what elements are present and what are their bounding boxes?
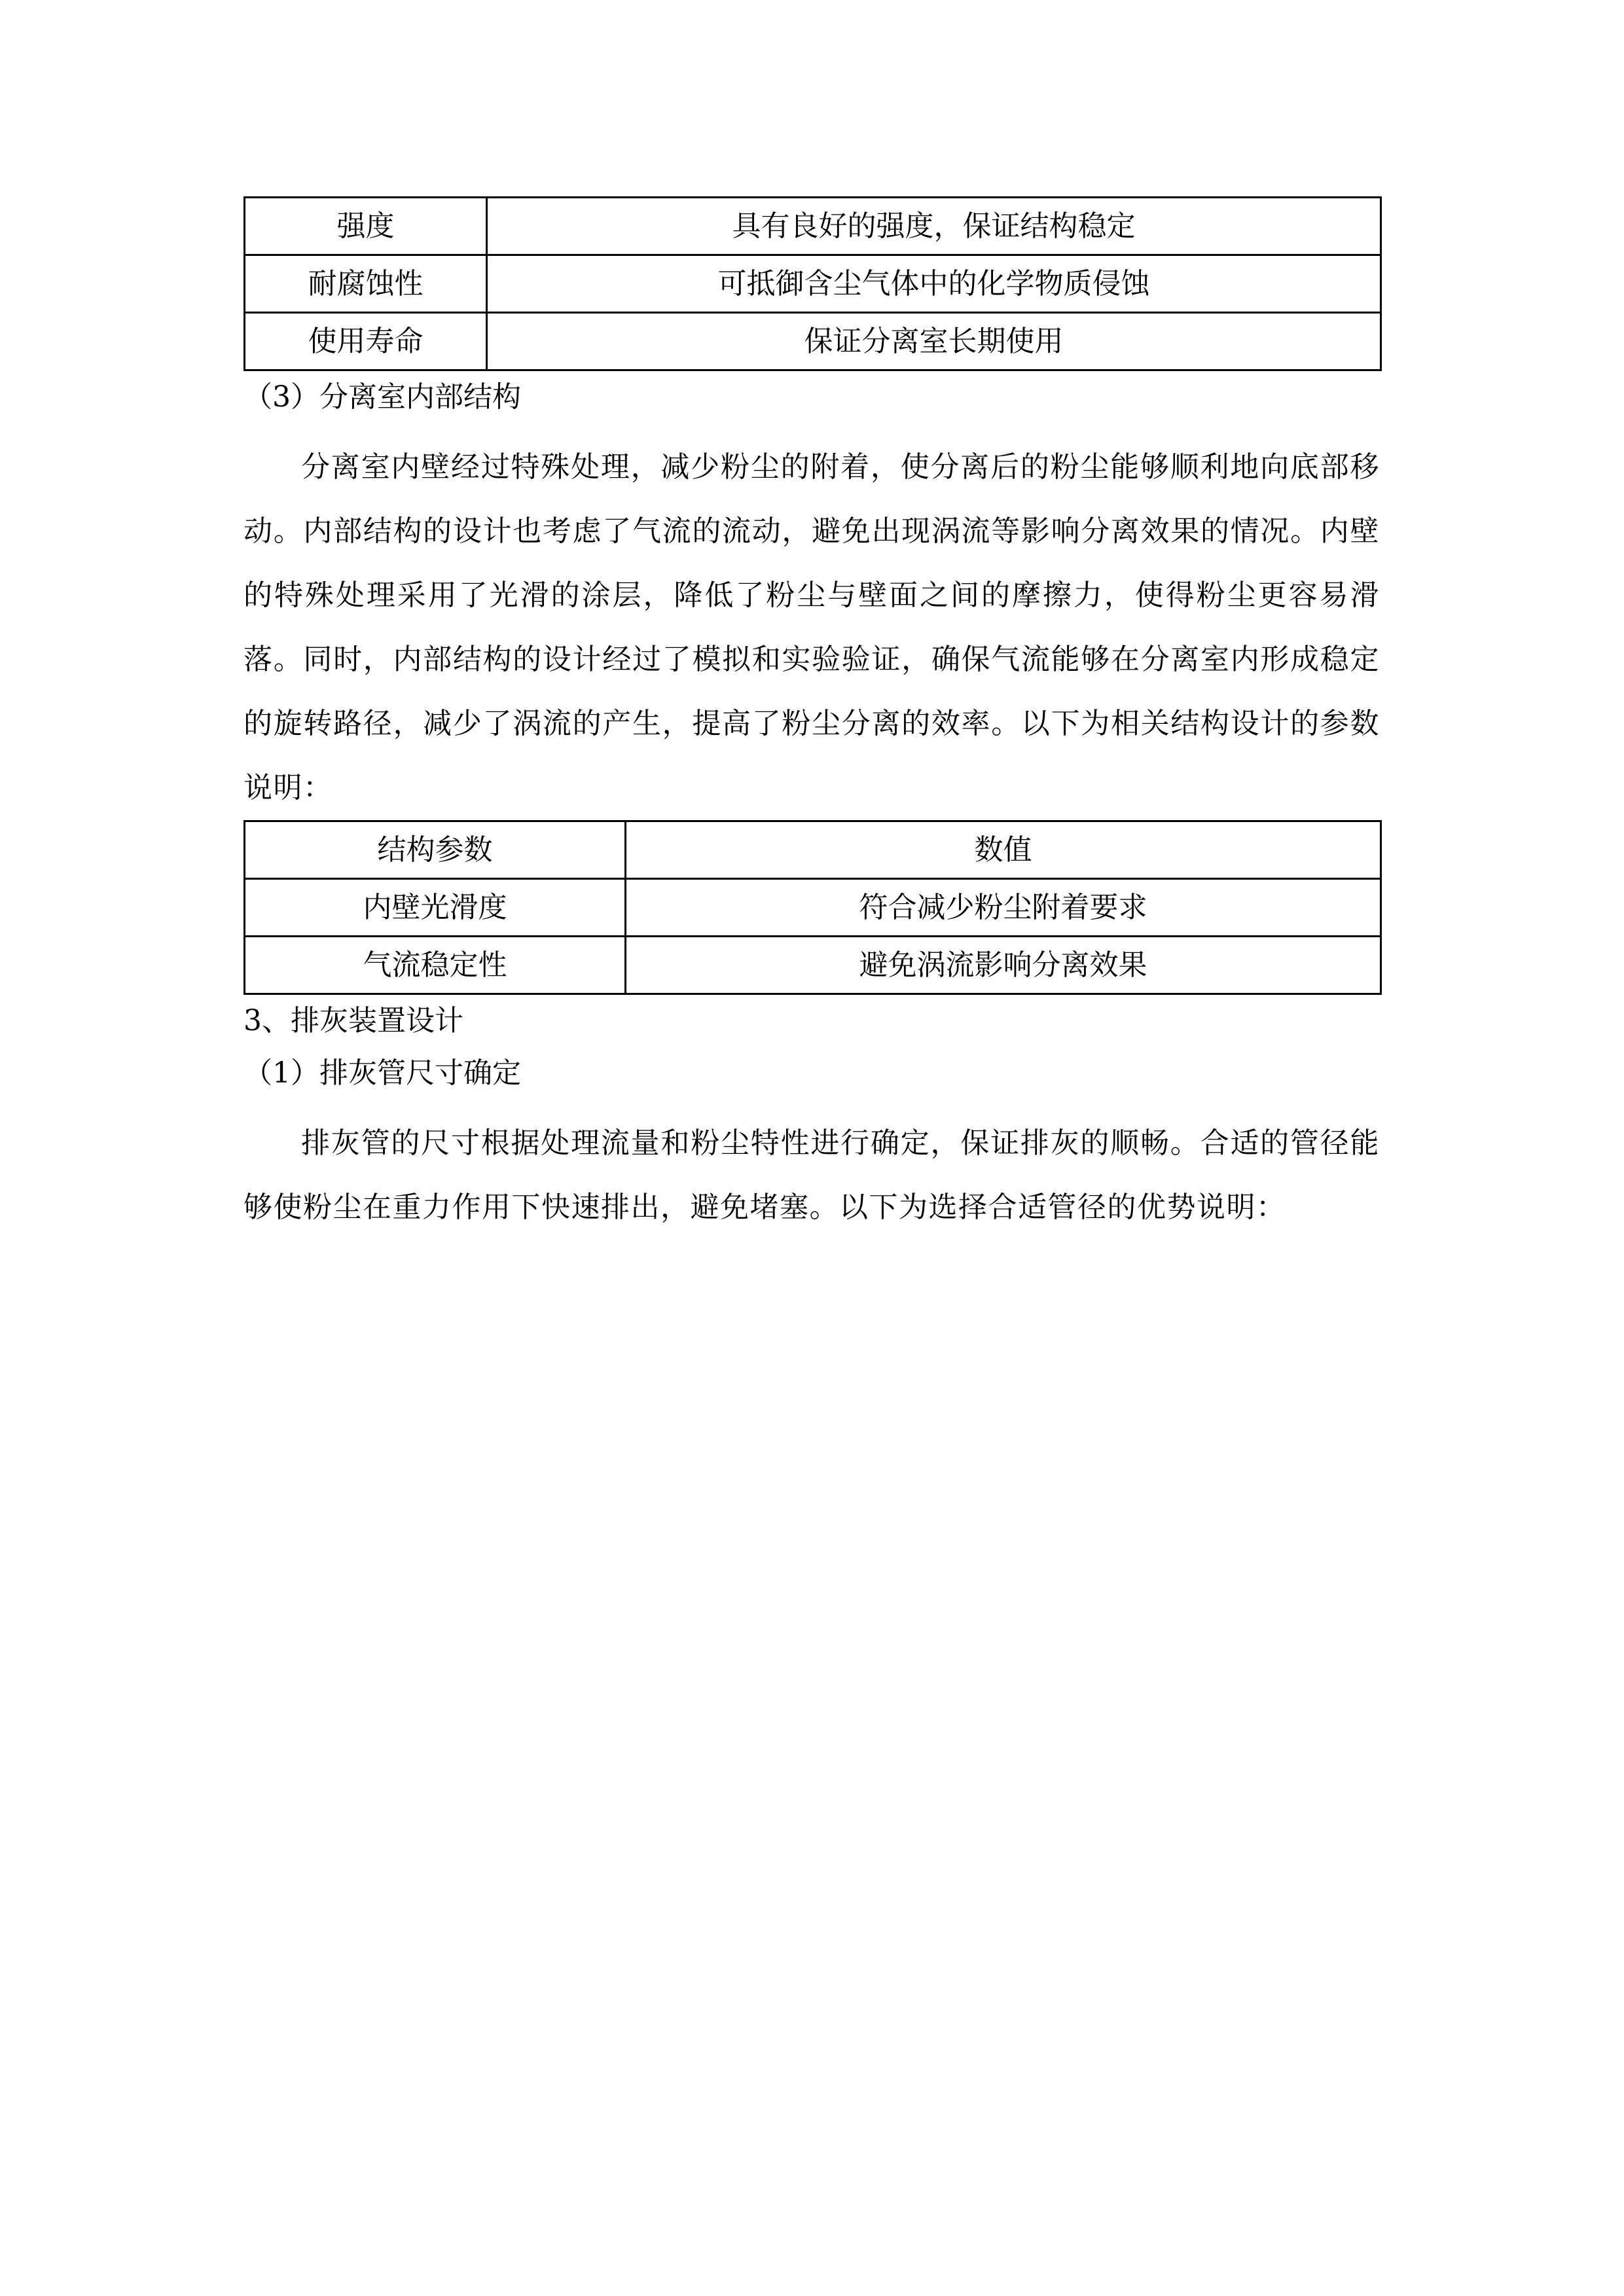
- table-row: [245, 879, 1381, 937]
- value-cell: 符合减少粉尘附着要求: [626, 879, 1381, 937]
- property-cell: 耐腐蚀性: [245, 255, 487, 313]
- inner-structure-paragraph: 分离室内壁经过特殊处理，减少粉尘的附着，使分离后的粉尘能够顺利地向底部移动。内部结构的设计也考虑了气流的流动，避免出现涡流等影响分离效果的情况。内壁的特殊处理采用了光滑的涂层，降低了粉尘与壁面之间的摩擦力，使得粉尘更容易滑落。同时，内部结构的设计经过了模拟和实验验证，确保气流能够在分离室内形成稳定的旋转路径，减少了涡流的产生，提高了粉尘分离的效率。以下为相关结构设计的参数说明：: [244, 450, 1380, 804]
- table-row: [245, 313, 1381, 370]
- document-page: [244, 196, 1380, 1240]
- structure-parameters-table: [244, 820, 1382, 995]
- section-heading-ash-discharge: 3、排灰装置设计: [244, 1004, 463, 1037]
- value-cell: 避免涡流影响分离效果: [626, 937, 1381, 994]
- property-cell: 使用寿命: [245, 313, 487, 370]
- property-cell: 强度: [245, 198, 487, 255]
- pipe-size-paragraph: 排灰管的尺寸根据处理流量和粉尘特性进行确定，保证排灰的顺畅。合适的管径能够使粉尘在重力作用下快速排出，避免堵塞。以下为选择合适管径的优势说明：: [244, 1126, 1380, 1224]
- description-cell: 可抵御含尘气体中的化学物质侵蚀: [487, 255, 1381, 313]
- column-header-value: 数值: [626, 821, 1381, 879]
- table-row: [245, 255, 1381, 313]
- table-row: [245, 198, 1381, 255]
- material-properties-table: [244, 196, 1382, 371]
- description-cell: 保证分离室长期使用: [487, 313, 1381, 370]
- table-header-row: [245, 821, 1381, 879]
- spacer: [244, 1100, 1380, 1111]
- description-cell: 具有良好的强度，保证结构稳定: [487, 198, 1381, 255]
- column-header-parameter: 结构参数: [245, 821, 626, 879]
- parameter-cell: 气流稳定性: [245, 937, 626, 994]
- spacer: [244, 423, 1380, 435]
- section-heading-pipe-size: （1）排灰管尺寸确定: [244, 1056, 521, 1090]
- section-heading-inner-structure: （3）分离室内部结构: [244, 380, 521, 414]
- parameter-cell: 内壁光滑度: [245, 879, 626, 937]
- table-row: [245, 937, 1381, 994]
